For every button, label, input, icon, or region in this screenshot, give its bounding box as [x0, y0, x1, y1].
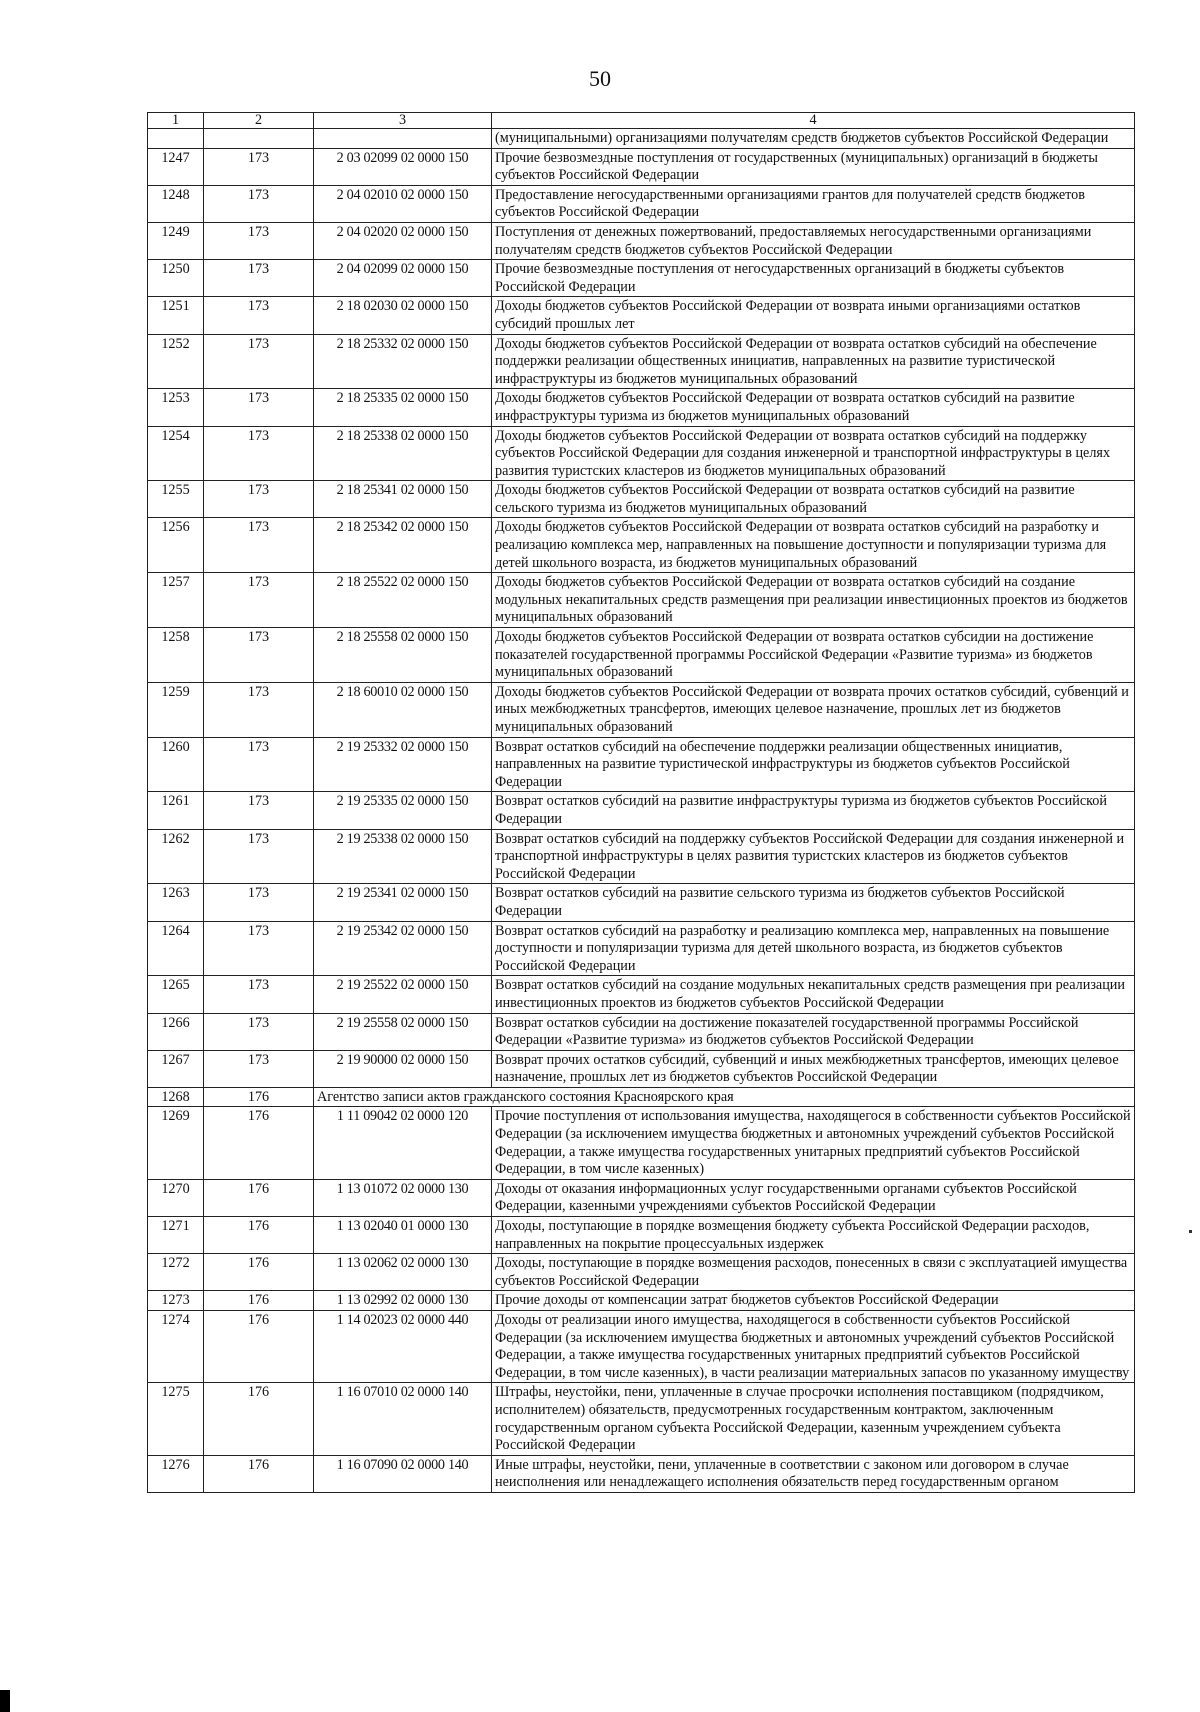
revenue-description: Прочие безвозмездные поступления от государственных (муниципальных) организаций в бюджеты субъектов Российской Федерации	[492, 148, 1135, 185]
row-number: 1273	[148, 1291, 204, 1311]
table-row	[148, 1291, 1135, 1311]
table-row	[148, 518, 1135, 573]
admin-code: 173	[204, 829, 314, 884]
revenue-description: Иные штрафы, неустойки, пени, уплаченные в соответствии с законом или договором в случае неисполнения или ненадлежащего исполнения обязательств перед государственным органом	[492, 1455, 1135, 1492]
revenue-description: Прочие безвозмездные поступления от негосударственных организаций в бюджеты субъектов Российской Федерации	[492, 260, 1135, 297]
revenue-description: Доходы бюджетов субъектов Российской Федерации от возврата остатков субсидий на обеспечение поддержки реализации общественных инициатив, направленных на развитие туристической инфраструктуры из бюджетов муниципальных образований	[492, 334, 1135, 389]
revenue-description: Возврат остатков субсидий на развитие сельского туризма из бюджетов субъектов Российской Федерации	[492, 884, 1135, 921]
admin-code: 173	[204, 921, 314, 976]
revenue-code: 1 13 02992 02 0000 130	[314, 1291, 492, 1311]
row-number: 1272	[148, 1254, 204, 1291]
row-number: 1263	[148, 884, 204, 921]
table-row	[148, 1455, 1135, 1492]
admin-code: 176	[204, 1383, 314, 1455]
revenue-code: 1 13 02040 01 0000 130	[314, 1217, 492, 1254]
row-number: 1261	[148, 792, 204, 829]
admin-code: 173	[204, 426, 314, 481]
revenue-code: 2 04 02020 02 0000 150	[314, 222, 492, 259]
row-number: 1256	[148, 518, 204, 573]
admin-code: 173	[204, 792, 314, 829]
admin-code: 173	[204, 682, 314, 737]
admin-code: 173	[204, 222, 314, 259]
revenue-code: 2 18 02030 02 0000 150	[314, 297, 492, 334]
revenue-description: Возврат остатков субсидии на достижение показателей государственной программы Российской Федерации «Развитие туризма» из бюджетов субъектов Российской Федерации	[492, 1013, 1135, 1050]
revenue-code: 2 18 25558 02 0000 150	[314, 628, 492, 683]
revenue-code: 1 16 07010 02 0000 140	[314, 1383, 492, 1455]
table-row	[148, 1013, 1135, 1050]
revenue-description: Доходы бюджетов субъектов Российской Федерации от возврата остатков субсидий на развитие сельского туризма из бюджетов муниципальных образований	[492, 481, 1135, 518]
admin-code: 173	[204, 976, 314, 1013]
table-row	[148, 481, 1135, 518]
table-row	[148, 628, 1135, 683]
admin-code: 173	[204, 185, 314, 222]
row-number: 1249	[148, 222, 204, 259]
admin-code: 173	[204, 573, 314, 628]
column-header-4: 4	[492, 113, 1135, 129]
column-header-3: 3	[314, 113, 492, 129]
revenue-description: Возврат остатков субсидий на создание модульных некапитальных средств размещения при реализации инвестиционных проектов из бюджетов субъектов Российской Федерации	[492, 976, 1135, 1013]
revenue-code: 1 16 07090 02 0000 140	[314, 1455, 492, 1492]
row-number: 1250	[148, 260, 204, 297]
row-number: 1265	[148, 976, 204, 1013]
revenue-code: 2 18 25341 02 0000 150	[314, 481, 492, 518]
row-number: 1262	[148, 829, 204, 884]
row-number: 1275	[148, 1383, 204, 1455]
row-number: 1274	[148, 1311, 204, 1383]
admin-code: 176	[204, 1311, 314, 1383]
revenue-description: Поступления от денежных пожертвований, предоставляемых негосударственными организациями получателям средств бюджетов субъектов Российской Федерации	[492, 222, 1135, 259]
row-number: 1251	[148, 297, 204, 334]
table-row	[148, 1383, 1135, 1455]
revenue-description: Доходы от оказания информационных услуг государственными органами субъектов Российской Федерации, казенными учреждениями субъектов Российской Федерации	[492, 1179, 1135, 1216]
admin-code: 176	[204, 1254, 314, 1291]
row-number: 1248	[148, 185, 204, 222]
revenue-code: 2 19 25522 02 0000 150	[314, 976, 492, 1013]
revenue-code: 2 18 25342 02 0000 150	[314, 518, 492, 573]
admin-code: 176	[204, 1107, 314, 1179]
row-number: 1252	[148, 334, 204, 389]
revenue-code: 2 04 02099 02 0000 150	[314, 260, 492, 297]
table-row	[148, 792, 1135, 829]
revenue-code: 2 19 25335 02 0000 150	[314, 792, 492, 829]
admin-code: 173	[204, 389, 314, 426]
revenue-code: 1 13 02062 02 0000 130	[314, 1254, 492, 1291]
table-row	[148, 426, 1135, 481]
revenue-code: 2 19 25341 02 0000 150	[314, 884, 492, 921]
table-row	[148, 1179, 1135, 1216]
table-row	[148, 297, 1135, 334]
revenue-code: 2 04 02010 02 0000 150	[314, 185, 492, 222]
row-number: 1270	[148, 1179, 204, 1216]
continuation-row	[148, 129, 1135, 149]
revenue-code: 2 18 25332 02 0000 150	[314, 334, 492, 389]
admin-code: 173	[204, 737, 314, 792]
table-row	[148, 1087, 1135, 1107]
row-number: 1267	[148, 1050, 204, 1087]
revenue-code: 2 18 25522 02 0000 150	[314, 573, 492, 628]
row-number: 1253	[148, 389, 204, 426]
revenue-description: Возврат остатков субсидий на обеспечение поддержки реализации общественных инициатив, направленных на развитие туристической инфраструктуры из бюджетов субъектов Российской Федерации	[492, 737, 1135, 792]
row-number: 1260	[148, 737, 204, 792]
revenue-description: Доходы бюджетов субъектов Российской Федерации от возврата остатков субсидий на поддержку субъектов Российской Федерации для создания инженерной и транспортной инфраструктуры в целях развития туристских кластеров из бюджетов муниципальных образований	[492, 426, 1135, 481]
page-number: 50	[589, 66, 611, 91]
row-number: 1271	[148, 1217, 204, 1254]
table-row	[148, 222, 1135, 259]
continuation-text: (муниципальными) организациями получателям средств бюджетов субъектов Российской Федерации	[492, 129, 1135, 149]
revenue-code: 2 18 60010 02 0000 150	[314, 682, 492, 737]
revenue-description: Доходы бюджетов субъектов Российской Федерации от возврата остатков субсидий на создание модульных некапитальных средств размещения при реализации инвестиционных проектов из бюджетов муниципальных образований	[492, 573, 1135, 628]
revenue-code: 1 11 09042 02 0000 120	[314, 1107, 492, 1179]
table-body	[148, 129, 1135, 1493]
empty-cell	[204, 129, 314, 149]
table-row	[148, 260, 1135, 297]
admin-code: 173	[204, 334, 314, 389]
revenue-description: Доходы бюджетов субъектов Российской Федерации от возврата прочих остатков субсидий, субвенций и иных межбюджетных трансфертов, имеющих целевое назначение, прошлых лет из бюджетов муниципальных образований	[492, 682, 1135, 737]
row-number: 1264	[148, 921, 204, 976]
table-row	[148, 389, 1135, 426]
empty-cell	[148, 129, 204, 149]
revenue-description: Доходы бюджетов субъектов Российской Федерации от возврата остатков субсидий на развитие инфраструктуры туризма из бюджетов муниципальных образований	[492, 389, 1135, 426]
row-number: 1247	[148, 148, 204, 185]
admin-code: 173	[204, 1013, 314, 1050]
revenue-description: Доходы бюджетов субъектов Российской Федерации от возврата остатков субсидий на разработку и реализацию комплекса мер, направленных на повышение доступности и популяризации туризма для детей школьного возраста, из бюджетов муниципальных образований	[492, 518, 1135, 573]
revenue-code: 2 03 02099 02 0000 150	[314, 148, 492, 185]
scan-edge-mark	[0, 1690, 10, 1712]
row-number: 1257	[148, 573, 204, 628]
table-row	[148, 1217, 1135, 1254]
admin-code: 173	[204, 884, 314, 921]
admin-code: 173	[204, 1050, 314, 1087]
table-row	[148, 1107, 1135, 1179]
empty-cell	[314, 129, 492, 149]
admin-code: 173	[204, 260, 314, 297]
table-row	[148, 334, 1135, 389]
column-header-2: 2	[204, 113, 314, 129]
revenue-description: Штрафы, неустойки, пени, уплаченные в случае просрочки исполнения поставщиком (подрядчиком, исполнителем) обязательств, предусмотренных государственным контрактом, заключенным государственным органом субъекта Российской Федерации, казенным учреждением субъекта Российской Федерации	[492, 1383, 1135, 1455]
admin-code: 176	[204, 1087, 314, 1107]
admin-code: 173	[204, 297, 314, 334]
revenue-description: Прочие поступления от использования имущества, находящегося в собственности субъектов Российской Федерации (за исключением имущества бюджетных и автономных учреждений субъектов Российской Федерации, а также имущества государственных унитарных предприятий субъектов Российской Федерации, в том числе казенных)	[492, 1107, 1135, 1179]
admin-code: 176	[204, 1291, 314, 1311]
admin-code: 173	[204, 628, 314, 683]
scan-dot-mark	[1189, 1230, 1192, 1233]
revenue-description: Доходы бюджетов субъектов Российской Федерации от возврата иными организациями остатков субсидий прошлых лет	[492, 297, 1135, 334]
revenue-description: Возврат остатков субсидий на поддержку субъектов Российской Федерации для создания инженерной и транспортной инфраструктуры в целях развития туристских кластеров из бюджетов субъектов Российской Федерации	[492, 829, 1135, 884]
table-row	[148, 829, 1135, 884]
admin-code: 173	[204, 518, 314, 573]
revenue-description: Возврат прочих остатков субсидий, субвенций и иных межбюджетных трансфертов, имеющих целевое назначение, прошлых лет из бюджетов субъектов Российской Федерации	[492, 1050, 1135, 1087]
revenue-code: 2 18 25335 02 0000 150	[314, 389, 492, 426]
row-number: 1276	[148, 1455, 204, 1492]
table-header-row	[148, 113, 1135, 129]
table-row	[148, 976, 1135, 1013]
table-row	[148, 884, 1135, 921]
revenue-description: Доходы бюджетов субъектов Российской Федерации от возврата остатков субсидии на достижение показателей государственной программы Российской Федерации «Развитие туризма» из бюджетов муниципальных образований	[492, 628, 1135, 683]
revenue-code: 2 19 25558 02 0000 150	[314, 1013, 492, 1050]
row-number: 1259	[148, 682, 204, 737]
admin-code: 173	[204, 481, 314, 518]
revenue-description: Доходы от реализации иного имущества, находящегося в собственности субъектов Российской Федерации (за исключением имущества бюджетных и автономных учреждений субъектов Российской Федерации, а также имущества государственных унитарных предприятий субъектов Российской Федерации, в том числе казенных), в части реализации материальных запасов по указанному имуществу	[492, 1311, 1135, 1383]
table-row	[148, 921, 1135, 976]
table-row	[148, 1050, 1135, 1087]
revenue-code: 1 13 01072 02 0000 130	[314, 1179, 492, 1216]
table-row	[148, 1254, 1135, 1291]
revenue-code: 1 14 02023 02 0000 440	[314, 1311, 492, 1383]
revenue-code: 2 19 25338 02 0000 150	[314, 829, 492, 884]
revenue-description: Доходы, поступающие в порядке возмещения бюджету субъекта Российской Федерации расходов, направленных на покрытие процессуальных издержек	[492, 1217, 1135, 1254]
admin-code: 173	[204, 148, 314, 185]
table-row	[148, 737, 1135, 792]
row-number: 1269	[148, 1107, 204, 1179]
revenue-code: 2 19 25342 02 0000 150	[314, 921, 492, 976]
admin-code: 176	[204, 1179, 314, 1216]
row-number: 1268	[148, 1087, 204, 1107]
table-row	[148, 573, 1135, 628]
revenue-code: 2 19 90000 02 0000 150	[314, 1050, 492, 1087]
revenue-description: Прочие доходы от компенсации затрат бюджетов субъектов Российской Федерации	[492, 1291, 1135, 1311]
admin-code: 176	[204, 1455, 314, 1492]
revenue-description: Возврат остатков субсидий на развитие инфраструктуры туризма из бюджетов субъектов Российской Федерации	[492, 792, 1135, 829]
revenue-codes-table	[147, 112, 1135, 1493]
table-row	[148, 148, 1135, 185]
revenue-code: 2 19 25332 02 0000 150	[314, 737, 492, 792]
column-header-1: 1	[148, 113, 204, 129]
admin-code: 176	[204, 1217, 314, 1254]
row-number: 1266	[148, 1013, 204, 1050]
row-number: 1254	[148, 426, 204, 481]
row-number: 1258	[148, 628, 204, 683]
table-row	[148, 1311, 1135, 1383]
row-number: 1255	[148, 481, 204, 518]
revenue-description: Доходы, поступающие в порядке возмещения расходов, понесенных в связи с эксплуатацией имущества субъектов Российской Федерации	[492, 1254, 1135, 1291]
revenue-description: Предоставление негосударственными организациями грантов для получателей средств бюджетов субъектов Российской Федерации	[492, 185, 1135, 222]
table-row	[148, 185, 1135, 222]
table-row	[148, 682, 1135, 737]
agency-name: Агентство записи актов гражданского состояния Красноярского края	[314, 1087, 1135, 1107]
revenue-code: 2 18 25338 02 0000 150	[314, 426, 492, 481]
revenue-description: Возврат остатков субсидий на разработку и реализацию комплекса мер, направленных на повышение доступности и популяризации туризма для детей школьного возраста, из бюджетов субъектов Российской Федерации	[492, 921, 1135, 976]
